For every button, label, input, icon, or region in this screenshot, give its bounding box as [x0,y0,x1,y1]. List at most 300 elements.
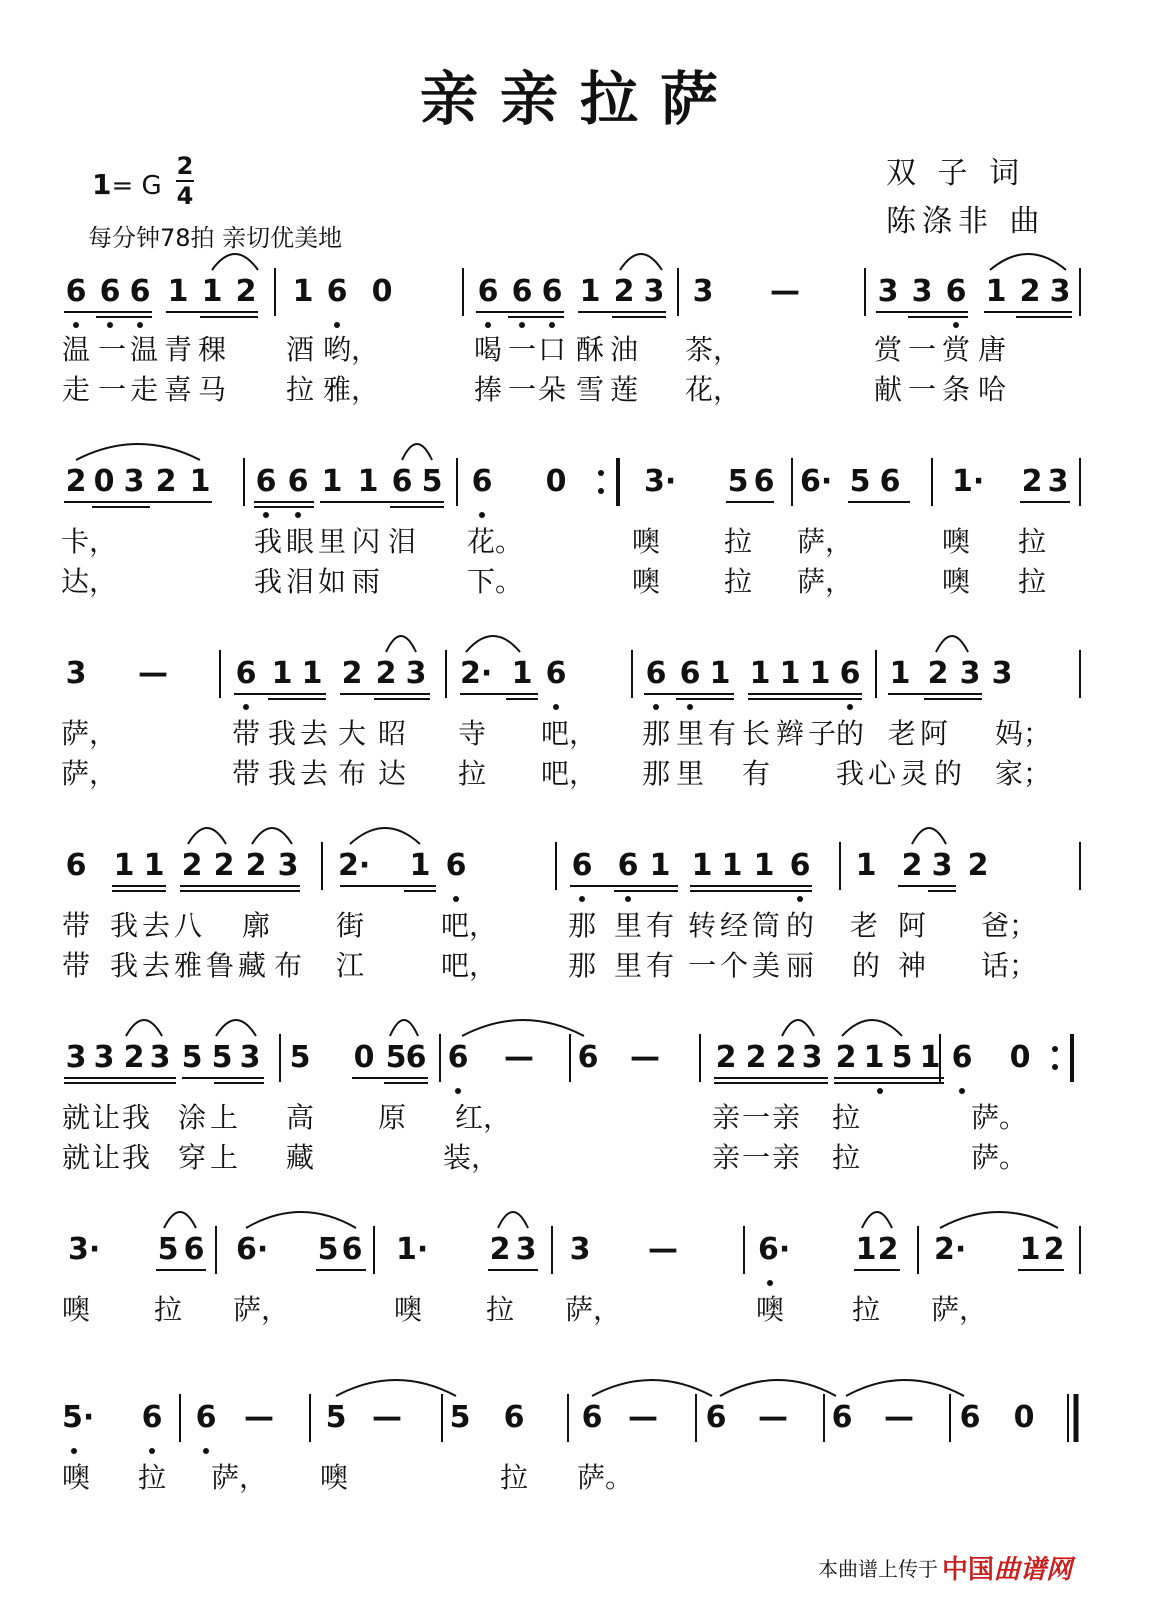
lyric-char: 寺 [457,717,486,750]
lyric-char: 爸； [981,909,1038,942]
note: 6 [341,1232,363,1267]
lyric-char: 我 [253,565,282,598]
note: — [648,1232,678,1267]
note: 5 [317,1232,339,1267]
slur [592,1380,712,1396]
lyric-char: 拉 [723,525,752,558]
note: 3 [959,656,981,691]
slur [782,1020,814,1036]
lyric-char: 带 [231,717,260,750]
note: 1 [271,656,293,691]
lyric-char: 下。 [467,565,524,598]
lyric-char: 亲 [771,1101,800,1134]
lyric-char: 拉 [153,1293,182,1326]
slur [462,1020,584,1036]
note: 3 [405,656,427,691]
note: 5 [727,464,749,499]
lyric-char: 一 [741,1141,770,1174]
lyric-char: 阿 [897,909,926,942]
lyric-char: 那 [641,717,670,750]
note: 2 [341,656,363,691]
note: 0 [93,464,115,499]
octave-dot [1052,1064,1058,1070]
note: 3 [65,656,87,691]
lyric-char: 一 [907,333,936,366]
lyric-char: 我 [267,717,296,750]
note: 1 [753,848,775,883]
slur [126,1020,162,1036]
note: 6 [951,1040,973,1075]
lyric-char: 老 [849,909,878,942]
lyric-char: 拉 [723,565,752,598]
lyric-char: 去 [141,909,170,942]
octave-dot [847,704,853,710]
note: 2 [1043,1232,1065,1267]
lyric-char: 闪 [351,525,380,558]
note: 3 [911,274,933,309]
note: 6 [679,656,701,691]
lyric-char: 萨， [931,1293,988,1326]
octave-dot [243,704,249,710]
note: 3 [877,274,899,309]
note: 3 [239,1040,261,1075]
lyric-char: 萨， [565,1293,622,1326]
note: 2 [181,848,203,883]
note: 6 [945,274,967,309]
slur [212,254,258,270]
note: 6 [477,274,499,309]
note: 6 [445,848,467,883]
lyric-char: 辫 [775,717,804,750]
key-tonic: 1 [92,168,112,201]
lyric-char: 吧， [541,757,598,790]
lyric-char: 噢 [941,565,970,598]
lyric-char: 我 [253,525,282,558]
note: 6 [405,1040,427,1075]
lyric-char: 温 [61,333,90,366]
lyric-char: 萨。 [971,1141,1028,1174]
slur [940,1212,1058,1228]
octave-dot [453,896,459,902]
octave-dot [334,322,340,328]
octave-dot [1052,1046,1058,1052]
lyric-char: 萨， [233,1293,290,1326]
time-top: 2 [176,152,194,180]
slur [990,254,1066,270]
lyric-char: 一 [97,373,126,406]
octave-dot [479,512,485,518]
lyric-char: 一 [507,373,536,406]
score-title: 亲亲拉萨 [419,65,740,133]
lyric-char: 鲁 [205,949,234,982]
note: 6 [581,1400,603,1435]
note: 2 [123,1040,145,1075]
note: 6 [503,1400,525,1435]
note: 3 [1047,464,1069,499]
lyric-char: 带 [231,757,260,790]
slur [936,636,968,652]
note: 2 [213,848,235,883]
lyric-char: 红， [455,1101,512,1134]
lyric-char: 亲 [711,1141,740,1174]
lyric-char: 献 [873,373,902,406]
lyric-char: 捧 [473,373,502,406]
lyric-char: 让 [91,1141,120,1174]
note: 1 [709,656,731,691]
lyric-char: 就 [61,1101,90,1134]
lyric-char: 萨， [797,565,854,598]
lyric-char: 如 [317,565,346,598]
site-logo [942,1549,1072,1586]
lyric-char: 条 [941,373,970,406]
note: 6 [541,274,563,309]
note: 1 [855,1232,877,1267]
octave-dot [598,470,604,476]
note: 1 [863,1040,885,1075]
note: 6 [65,848,87,883]
note: 1 [409,848,431,883]
lyric-char: 的 [851,949,880,982]
lyric-char: 阿 [919,717,948,750]
lyric-char: 马 [197,373,226,406]
slur [216,1020,256,1036]
lyric-char: 达 [377,757,406,790]
octave-dot [107,322,113,328]
note: 6 [617,848,639,883]
slur [188,828,226,844]
note: 2 [967,848,989,883]
lyric-char: 有 [741,757,770,790]
lyricist-credit: 双 子 词 [886,156,1026,191]
lyric-char: 藏 [285,1141,314,1174]
lyric-char: 布 [273,949,302,982]
lyric-char: 萨， [211,1461,268,1494]
note: 6· [236,1232,269,1267]
note: 2 [901,848,923,883]
lyric-char: 那 [567,949,596,982]
note: 6 [255,464,277,499]
lyric-char: 拉 [1017,525,1046,558]
note: 6 [65,274,87,309]
key-equals: = [111,171,134,201]
slur [620,254,662,270]
note: 1 [779,656,801,691]
lyric-char: 青 [163,333,192,366]
lyric-char: 带 [61,949,90,982]
note: 1 [143,848,165,883]
octave-dot [579,896,585,902]
lyric-char: 去 [141,949,170,982]
lyric-char: 萨， [61,717,118,750]
note: 5 [449,1400,471,1435]
lyric-char: 稞 [197,333,226,366]
lyric-char: 八 [173,909,202,942]
lyric-char: 心 [867,757,896,790]
lyric-char: 赏 [941,333,970,366]
note: 6 [471,464,493,499]
note: 6 [879,464,901,499]
octave-dot [549,322,555,328]
note: 0 [353,1040,375,1075]
lyric-char: 有 [707,717,736,750]
lyric-char: 里 [613,909,642,942]
slur [386,636,416,652]
lyric-char: 莲 [609,373,638,406]
lyric-char: 噢 [319,1461,348,1494]
note: 5· [62,1400,95,1435]
lyric-char: 噢 [755,1293,784,1326]
lyric-char: 家； [995,757,1052,790]
lyric-char: 拉 [485,1293,514,1326]
lyric-char: 经 [719,909,748,942]
lyric-char: 走 [61,373,90,406]
note: 1 [649,848,671,883]
note: 5 [385,1040,407,1075]
slur [76,444,200,460]
slur [252,828,292,844]
lyric-char: 我 [835,757,864,790]
lyric-char: 噢 [631,525,660,558]
lyric-char: 走 [129,373,158,406]
note: 3 [643,274,665,309]
lyric-char: 我 [109,949,138,982]
lyric-char: 去 [299,757,328,790]
note: 2 [613,274,635,309]
note: 6 [287,464,309,499]
note: 6 [183,1232,205,1267]
note: 6· [800,464,833,499]
lyric-char: 吧， [541,717,598,750]
lyric-char: 拉 [851,1293,880,1326]
note: 0 [1009,1040,1031,1075]
lyric-char: 一 [507,333,536,366]
note: 1 [511,656,533,691]
lyric-char: 亲 [711,1101,740,1134]
lyric-char: 布 [337,757,366,790]
note: 2 [245,848,267,883]
slur [912,828,946,844]
lyric-char: 的 [785,909,814,942]
note: 1· [396,1232,429,1267]
note: 6 [195,1400,217,1435]
lyric-char: 朵 [537,373,566,406]
note: 1 [1019,1232,1041,1267]
lyric-char: 里 [675,757,704,790]
lyric-char: 个 [719,949,748,982]
tempo-marking: 每分钟78拍 亲切优美地 [88,224,343,252]
lyric-char: 长 [741,717,770,750]
note: 6 [959,1400,981,1435]
lyric-char: 我 [121,1101,150,1134]
lyric-char: 廓 [241,909,270,942]
note: 2· [934,1232,967,1267]
lyric-char: 昭 [377,717,406,750]
note: 2 [489,1232,511,1267]
note: 0 [545,464,567,499]
note: 2 [155,464,177,499]
lyric-char: 美 [751,949,780,982]
note: 3 [277,848,299,883]
lyric-char: 拉 [285,373,314,406]
lyric-char: 一 [97,333,126,366]
lyric-char: 噢 [631,565,660,598]
note: 6 [99,274,121,309]
note: 1 [201,274,223,309]
note: 5 [211,1040,233,1075]
logo-text-2: 曲谱网 [994,1555,1073,1585]
note: — [884,1400,914,1435]
lyric-char: 装， [443,1141,500,1174]
note: 2 [835,1040,857,1075]
note: 3 [1049,274,1071,309]
lyric-char: 噢 [61,1461,90,1494]
lyric-char: 酥 [575,333,604,366]
lyric-char: 卡， [61,525,118,558]
octave-dot [767,1280,773,1286]
slur [350,828,420,844]
lyric-char: 那 [641,757,670,790]
lyric-char: 油 [609,333,638,366]
note: 1 [579,274,601,309]
slur [720,1380,836,1396]
note: 6 [511,274,533,309]
octave-dot [485,322,491,328]
lyric-char: 有 [645,949,674,982]
lyric-char: 唐 [977,333,1006,366]
lyric-char: 藏 [237,949,266,982]
lyric-char: 雨 [351,565,380,598]
octave-dot [553,704,559,710]
note: 6 [831,1400,853,1435]
note: 5 [421,464,443,499]
note: 1 [292,274,314,309]
note: 1 [321,464,343,499]
note: 2 [1021,464,1043,499]
octave-dot [263,512,269,518]
note: — [770,274,800,309]
note: 1 [889,656,911,691]
lyric-char: 吧， [441,909,498,942]
lyric-char: 去 [299,717,328,750]
octave-dot [877,1088,883,1094]
logo-text-1: 中国 [942,1555,995,1585]
note: 5 [891,1040,913,1075]
slur [466,636,520,652]
octave-dot [797,896,803,902]
note: 1 [919,1040,941,1075]
lyric-char: 神 [897,949,926,982]
lyric-char: 萨。 [971,1101,1028,1134]
note: — [372,1400,402,1435]
note: 6 [326,274,348,309]
lyric-char: 一 [741,1101,770,1134]
lyric-char: 上 [209,1141,238,1174]
note: 1 [721,848,743,883]
lyric-char: 喝 [473,333,502,366]
octave-dot [203,1448,209,1454]
lyric-char: 筒 [751,909,780,942]
lyric-char: 涂 [177,1101,206,1134]
note: 2 [745,1040,767,1075]
lyric-char: 花。 [467,525,524,558]
lyric-char: 江 [335,949,364,982]
note: 3 [65,1040,87,1075]
lyric-char: 噢 [61,1293,90,1326]
slur [842,1020,902,1036]
lyric-char: 萨， [61,757,118,790]
note: 6 [571,848,593,883]
slur [846,1380,964,1396]
lyric-char: 上 [209,1101,238,1134]
lyric-char: 有 [645,909,674,942]
note: 6 [129,274,151,309]
note: 2· [460,656,493,691]
lyric-char: 喜 [163,373,192,406]
note: 0 [1013,1400,1035,1435]
note: 6 [789,848,811,883]
note: 1 [809,656,831,691]
note: 2 [235,274,257,309]
lyric-char: 萨。 [577,1461,634,1494]
note: 2 [715,1040,737,1075]
lyric-char: 赏 [873,333,902,366]
slur [390,1020,418,1036]
lyric-char: 我 [109,909,138,942]
lyric-char: 茶， [685,333,742,366]
lyric-char: 拉 [137,1461,166,1494]
note: 2 [65,464,87,499]
note: 1 [985,274,1007,309]
note: 1 [113,848,135,883]
lyric-char: 就 [61,1141,90,1174]
lyric-char: 我 [121,1141,150,1174]
octave-dot [149,1448,155,1454]
lyric-char: 穿 [177,1141,206,1174]
lyric-char: 让 [91,1101,120,1134]
note: 3 [991,656,1013,691]
note: 6 [839,656,861,691]
octave-dot [687,704,693,710]
lyric-char: 口 [537,333,566,366]
octave-dot [625,896,631,902]
octave-dot [73,322,79,328]
note: 0 [371,274,393,309]
lyric-char: 高 [285,1101,314,1134]
note: 3 [515,1232,537,1267]
note: 2 [1019,274,1041,309]
note: 6 [545,656,567,691]
note: 1 [855,848,877,883]
lyric-char: 的 [933,757,962,790]
lyric-char: 街 [335,909,364,942]
note: 3 [569,1232,591,1267]
lyric-char: 那 [567,909,596,942]
slur [336,1380,456,1396]
octave-dot [519,322,525,328]
lyric-char: 话； [981,949,1038,982]
lyric-char: 雪 [575,373,604,406]
lyric-char: 带 [61,909,90,942]
lyric-char: 拉 [831,1141,860,1174]
note: 6 [141,1400,163,1435]
note: 3 [93,1040,115,1075]
upload-note: 本曲谱上传于 [818,1557,938,1581]
note: 6 [391,464,413,499]
lyric-char: 哈 [977,373,1006,406]
octave-dot [598,488,604,494]
note: 6 [235,656,257,691]
note: 6 [753,464,775,499]
